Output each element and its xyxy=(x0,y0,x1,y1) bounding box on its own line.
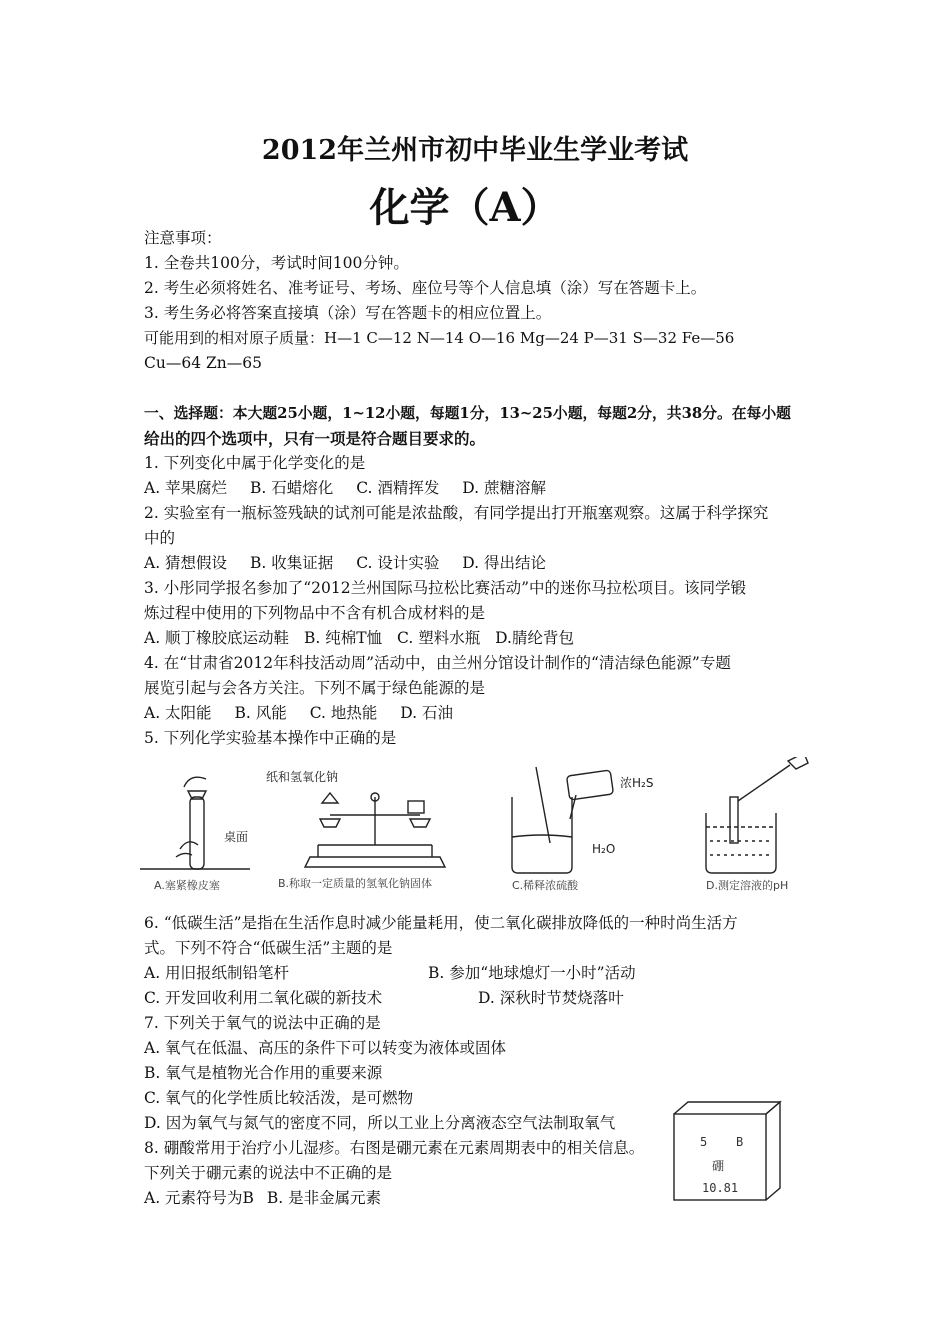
question-options xyxy=(144,626,808,651)
option: C. 酒精挥发 xyxy=(356,479,440,497)
option: D. 因为氧气与氮气的密度不同，所以工业上分离液态空气法制取氧气 xyxy=(144,1114,616,1132)
option: C. 开发回收利用二氧化碳的新技术 xyxy=(144,989,383,1007)
note-item: 1. 全卷共100分，考试时间100分钟。 xyxy=(144,254,409,272)
option: A. 氧气在低温、高压的条件下可以转变为液体或固体 xyxy=(144,1039,507,1057)
option: A. 苹果腐烂 xyxy=(144,479,228,497)
question-stem: 8. 硼酸常用于治疗小儿湿疹。右图是硼元素在元素周期表中的相关信息。 xyxy=(144,1139,645,1157)
option: B. 石蜡熔化 xyxy=(250,479,334,497)
question-stem: 炼过程中使用的下列物品中不含有机合成材料的是 xyxy=(144,604,486,622)
option: D. 蔗糖溶解 xyxy=(462,479,547,497)
question-stem: 2. 实验室有一瓶标签残缺的试剂可能是浓盐酸，有同学提出打开瓶塞观察。这属于科学探究 xyxy=(144,504,769,522)
option: D. 深秋时节焚烧落叶 xyxy=(478,989,624,1007)
figure-c-label-side: H₂O xyxy=(592,842,616,856)
figure-a-test-tube xyxy=(140,777,250,869)
question-stem: 下列关于硼元素的说法中不正确的是 xyxy=(144,1164,393,1182)
figure-d-ph-beaker xyxy=(706,757,808,873)
element-number: 5 xyxy=(700,1135,708,1149)
option: C. 塑料水瓶 xyxy=(397,629,481,647)
option: A. 太阳能 xyxy=(144,704,212,722)
option: D.腈纶背包 xyxy=(495,629,574,647)
boron-element-card xyxy=(672,1100,784,1202)
exam-body xyxy=(144,226,808,1211)
question-stem: 式。下列不符合“低碳生活”主题的是 xyxy=(144,939,393,957)
option: D. 得出结论 xyxy=(462,554,547,572)
option: B. 氧气是植物光合作用的重要来源 xyxy=(144,1064,383,1082)
option: B. 参加“地球熄灯一小时”活动 xyxy=(428,964,636,982)
option: C. 设计实验 xyxy=(356,554,440,572)
question-stem: 展览引起与会各方关注。下列不属于绿色能源的是 xyxy=(144,679,486,697)
question-stem: 4. 在“甘肃省2012年科技活动周”活动中，由兰州分馆设计制作的“清洁绿色能源”专题 xyxy=(144,654,731,672)
exam-title: 2012年兰州市初中毕业生学业考试 xyxy=(261,135,689,166)
question-options xyxy=(144,986,808,1011)
note-item: 2. 考生必须将姓名、准考证号、考场、座位号等个人信息填（涂）写在答题卡上。 xyxy=(144,279,707,297)
element-name: 硼 xyxy=(712,1159,725,1173)
question-options xyxy=(144,961,808,986)
option: B. 收集证据 xyxy=(250,554,334,572)
exam-subject: 化学（A） xyxy=(369,184,561,231)
option: C. 地热能 xyxy=(309,704,378,722)
figure-c-label-top: 浓H₂S xyxy=(620,776,654,790)
option: B. 纯棉T恤 xyxy=(304,629,383,647)
figure-b-caption: B.称取一定质量的氢氧化钠固体 xyxy=(278,877,433,890)
question-stem: 1. 下列变化中属于化学变化的是 xyxy=(144,454,366,472)
atomic-masses-line: 可能用到的相对原子质量：H—1 C—12 N—14 O—16 Mg—24 P—31 S—32 Fe—56 xyxy=(144,329,735,347)
figure-a-label: 桌面 xyxy=(224,830,249,844)
figure-a-caption: A.塞紧橡皮塞 xyxy=(154,879,220,892)
question-stem: 7. 下列关于氧气的说法中正确的是 xyxy=(144,1014,381,1032)
figure-c-beaker xyxy=(512,767,616,873)
question-stem: 6. “低碳生活”是指在生活作息时减少能量耗用，使二氧化碳排放降低的一种时尚生活方 xyxy=(144,914,738,932)
figure-c-caption: C.稀释浓硫酸 xyxy=(512,879,579,892)
figure-b-label: 纸和氢氧化钠 xyxy=(266,770,339,784)
question-stem: 5. 下列化学实验基本操作中正确的是 xyxy=(144,729,397,747)
option: A. 元素符号为B xyxy=(144,1189,254,1207)
element-symbol: B xyxy=(736,1135,744,1149)
lab-figure-svg xyxy=(140,757,810,907)
section-heading: 一、选择题：本大题25小题，1~12小题，每题1分，13~25小题，每题2分，共38分。在每小题 xyxy=(144,405,791,422)
question-stem: 3. 小彤同学报名参加了“2012兰州国际马拉松比赛活动”中的迷你马拉松项目。该同学锻 xyxy=(144,579,747,597)
option: A. 顺丁橡胶底运动鞋 xyxy=(144,629,290,647)
option: B. 是非金属元素 xyxy=(266,1189,382,1207)
question-options xyxy=(144,551,808,576)
question-stem: 中的 xyxy=(144,529,176,547)
option: A. 猜想假设 xyxy=(144,554,228,572)
option: D. 石油 xyxy=(400,704,454,722)
section-heading: 给出的四个选项中，只有一项是符合题目要求的。 xyxy=(144,429,486,448)
option: C. 氧气的化学性质比较活泼，是可燃物 xyxy=(144,1089,414,1107)
note-item: 3. 考生务必将答案直接填（涂）写在答题卡的相应位置上。 xyxy=(144,304,552,322)
question-options xyxy=(144,476,808,501)
option: A. 用旧报纸制铅笔杆 xyxy=(144,964,290,982)
atomic-masses-line: Cu—64 Zn—65 xyxy=(144,354,262,372)
lab-operations-figure xyxy=(144,751,808,911)
notes-heading: 注意事项： xyxy=(144,229,222,247)
option: B. 风能 xyxy=(234,704,287,722)
question-options xyxy=(144,701,808,726)
element-mass: 10.81 xyxy=(702,1181,739,1195)
figure-d-caption: D.测定溶液的pH xyxy=(706,879,789,892)
figure-b-balance xyxy=(305,793,445,867)
